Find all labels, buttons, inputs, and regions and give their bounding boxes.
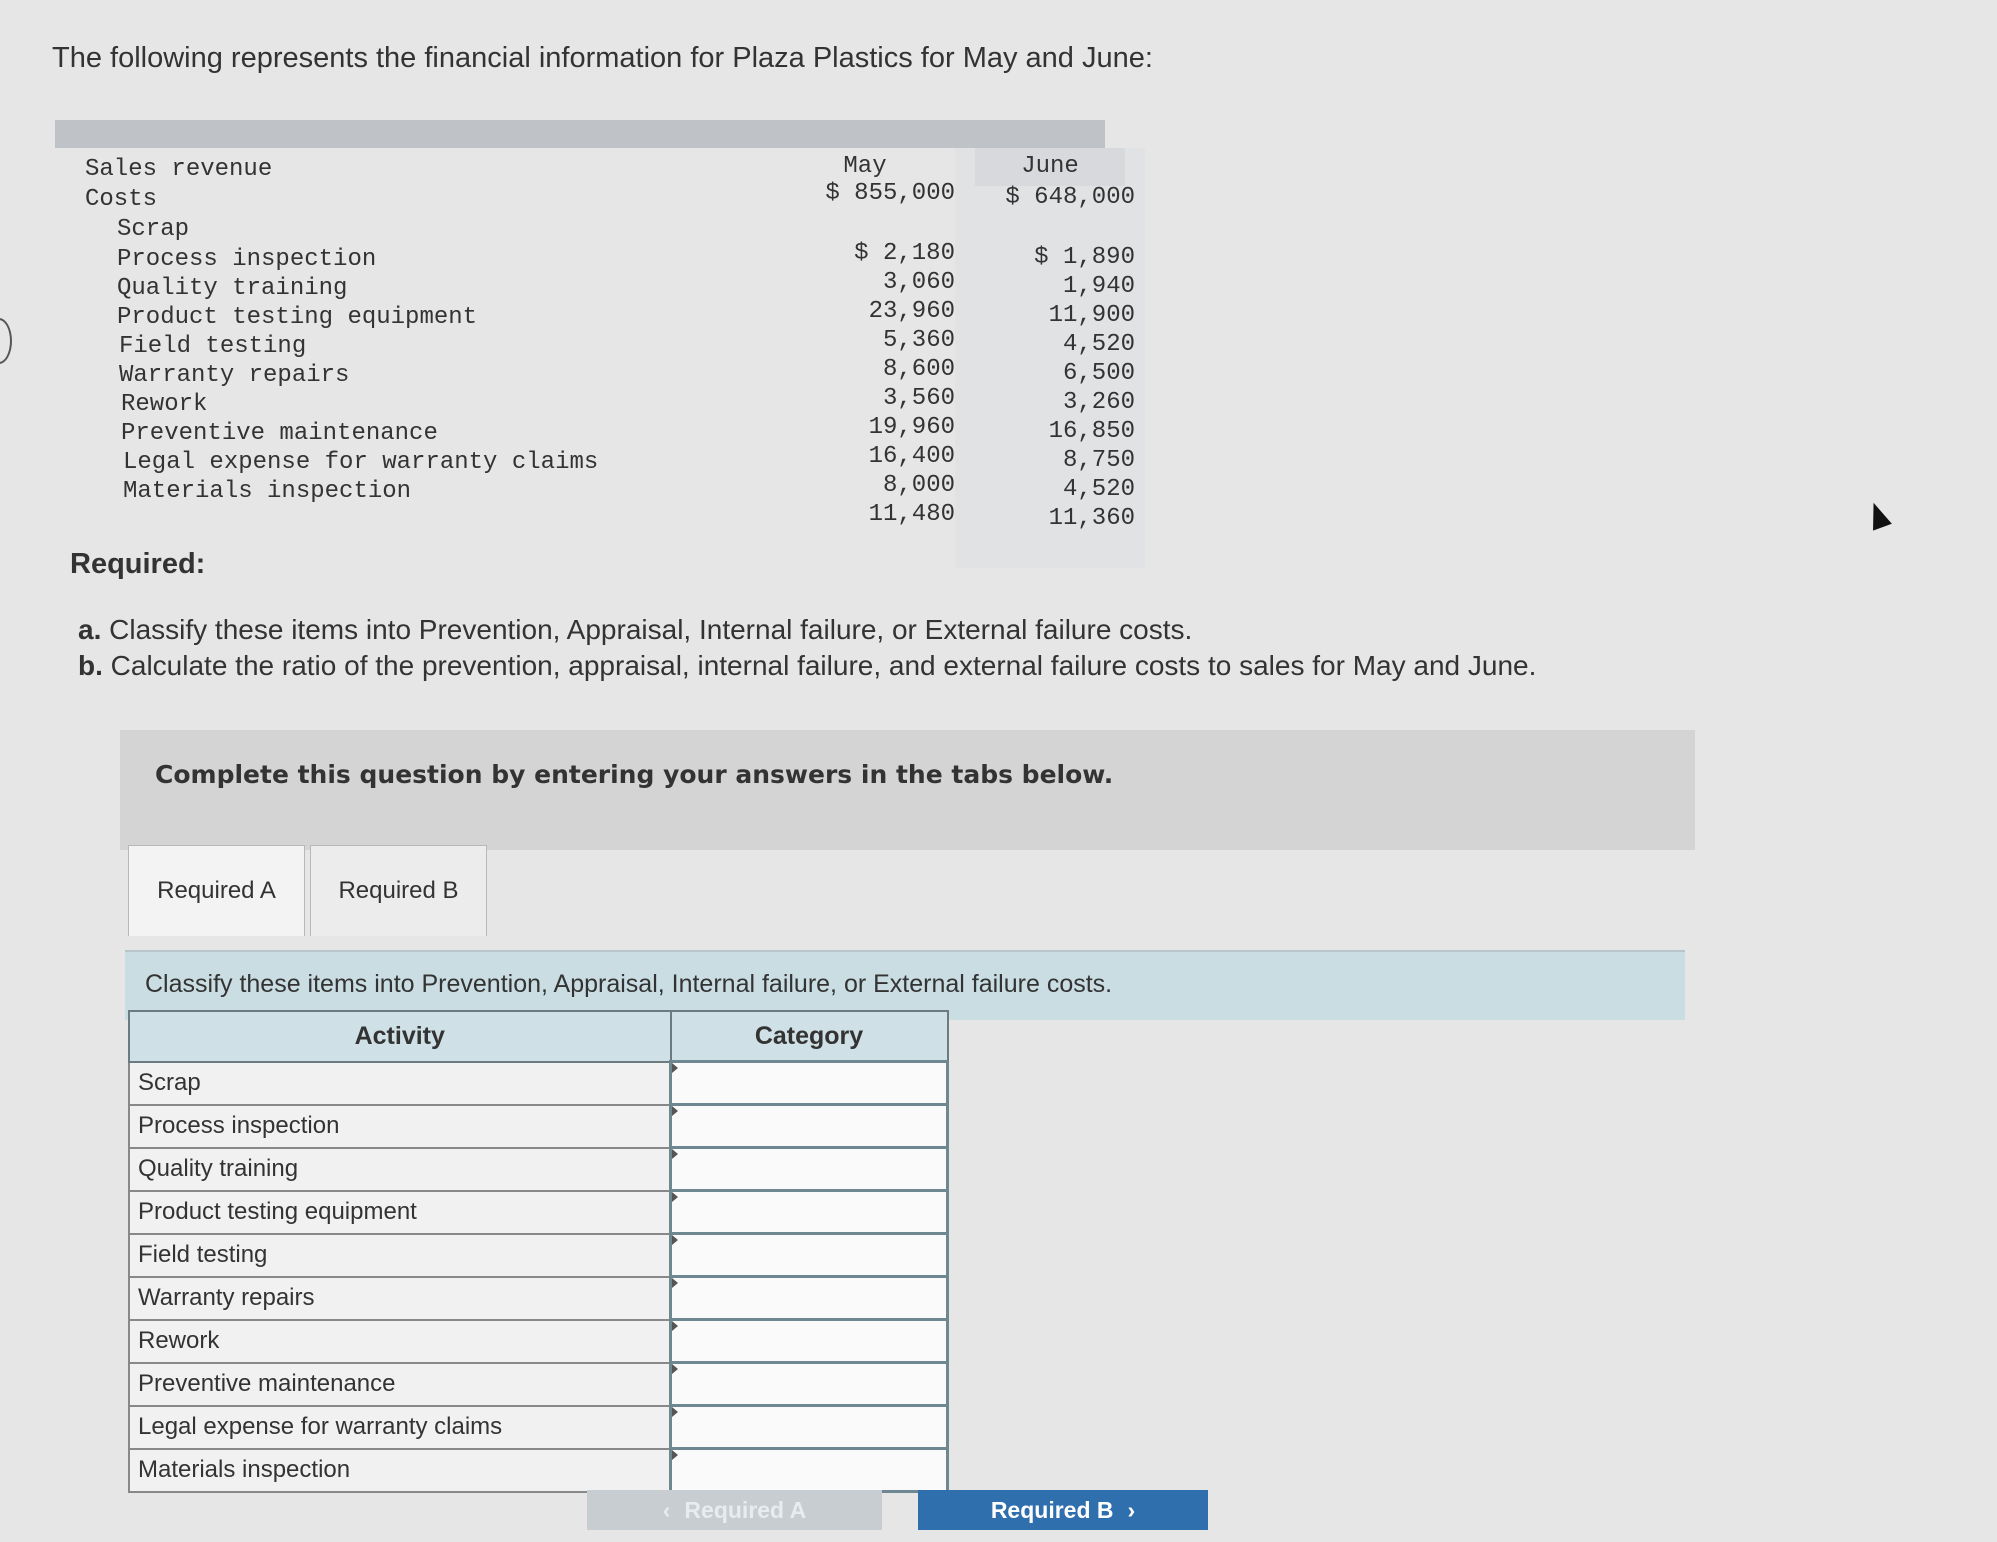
category-input[interactable] — [671, 1148, 948, 1191]
row-label-sales: Sales revenue — [85, 156, 273, 183]
may-value: 23,960 — [868, 298, 955, 325]
category-input[interactable] — [671, 1406, 948, 1449]
edge-bracket-icon — [0, 318, 12, 364]
activity-cell: Materials inspection — [129, 1449, 671, 1492]
prev-button-label: Required A — [684, 1496, 807, 1523]
row-label: Warranty repairs — [119, 362, 350, 389]
required-b-prefix: b. — [78, 650, 103, 681]
june-value: 6,500 — [1062, 360, 1135, 387]
category-input[interactable] — [671, 1277, 948, 1320]
table-row — [129, 1277, 948, 1320]
row-label: Field testing — [119, 333, 307, 360]
june-value: 11,360 — [1048, 505, 1135, 532]
activity-cell: Rework — [129, 1320, 671, 1363]
row-label: Rework — [121, 391, 208, 418]
dropdown-marker-icon — [672, 1321, 678, 1331]
tab-content-text: Classify these items into Prevention, Appraisal, Internal failure, or External failure costs. — [145, 970, 1113, 998]
required-a-prefix: a. — [78, 614, 102, 645]
june-value: 1,940 — [1062, 273, 1135, 300]
required-b — [78, 650, 1536, 682]
table-row — [129, 1148, 948, 1191]
row-label: Product testing equipment — [117, 304, 478, 331]
category-input[interactable] — [671, 1191, 948, 1234]
row-label-costs: Costs — [85, 186, 158, 213]
may-value: 5,360 — [882, 327, 955, 354]
june-value: 3,260 — [1062, 389, 1135, 416]
table-row — [129, 1062, 948, 1105]
sales-may: $ 855,000 — [825, 180, 955, 207]
may-value: 8,000 — [882, 472, 955, 499]
table-row — [129, 1406, 948, 1449]
row-label: Preventive maintenance — [121, 420, 438, 447]
row-label: Quality training — [117, 275, 348, 302]
required-heading: Required: — [70, 548, 206, 580]
table-header-row — [129, 1011, 948, 1062]
table-row — [129, 1449, 948, 1492]
sales-june: $ 648,000 — [1005, 184, 1135, 211]
may-value: 3,060 — [882, 269, 955, 296]
intro-text: The following represents the financial information for Plaza Plastics for May and June: — [52, 42, 1153, 74]
chevron-right-icon: › — [1127, 1496, 1136, 1523]
activity-cell: Quality training — [129, 1148, 671, 1191]
dropdown-marker-icon — [672, 1063, 678, 1073]
table-row — [129, 1191, 948, 1234]
row-label: Process inspection — [117, 246, 377, 273]
required-a-text: Classify these items into Prevention, Appraisal, Internal failure, or External failure costs. — [109, 614, 1193, 645]
may-value: 19,960 — [868, 414, 955, 441]
dropdown-marker-icon — [672, 1278, 678, 1288]
tab-required-a[interactable] — [128, 845, 305, 936]
table-row — [129, 1320, 948, 1363]
dropdown-marker-icon — [672, 1149, 678, 1159]
table-row — [129, 1363, 948, 1406]
may-value: 11,480 — [868, 501, 955, 528]
may-value: 8,600 — [882, 356, 955, 383]
june-value: 8,750 — [1062, 447, 1135, 474]
col-header-may: May — [843, 153, 887, 180]
june-value: 4,520 — [1062, 331, 1135, 358]
category-input[interactable] — [671, 1449, 948, 1492]
table-header-band — [55, 120, 1105, 148]
category-input[interactable] — [671, 1062, 948, 1105]
dropdown-marker-icon — [672, 1407, 678, 1417]
activity-cell: Field testing — [129, 1234, 671, 1277]
row-label: Scrap — [117, 216, 190, 243]
prev-required-a-button[interactable] — [587, 1490, 882, 1530]
row-label: Materials inspection — [123, 478, 412, 505]
chevron-left-icon: ‹ — [662, 1496, 671, 1523]
activity-cell: Scrap — [129, 1062, 671, 1105]
activity-cell: Product testing equipment — [129, 1191, 671, 1234]
dropdown-marker-icon — [672, 1364, 678, 1374]
required-a — [78, 614, 1192, 646]
june-value: 11,900 — [1048, 302, 1135, 329]
category-input[interactable] — [671, 1363, 948, 1406]
col-header-june: June — [975, 148, 1125, 186]
dropdown-marker-icon — [672, 1450, 678, 1460]
may-value: 16,400 — [868, 443, 955, 470]
financial-table — [55, 120, 1135, 540]
header-category: Category — [671, 1011, 948, 1062]
tab-label: Required A — [157, 877, 276, 904]
dropdown-marker-icon — [672, 1192, 678, 1202]
header-activity: Activity — [129, 1011, 671, 1062]
may-value: 3,560 — [882, 385, 955, 412]
instructions-panel — [120, 730, 1695, 850]
activity-cell: Legal expense for warranty claims — [129, 1406, 671, 1449]
activity-cell: Process inspection — [129, 1105, 671, 1148]
activity-cell: Warranty repairs — [129, 1277, 671, 1320]
category-input[interactable] — [671, 1234, 948, 1277]
june-value: 16,850 — [1048, 418, 1135, 445]
row-label: Legal expense for warranty claims — [123, 449, 599, 476]
table-row — [129, 1234, 948, 1277]
june-value: $ 1,890 — [1034, 244, 1135, 271]
next-required-b-button[interactable] — [918, 1490, 1208, 1530]
instructions-text: Complete this question by entering your answers in the tabs below. — [155, 760, 1114, 789]
next-button-label: Required B — [990, 1496, 1114, 1523]
mouse-pointer-icon — [1864, 499, 1892, 530]
dropdown-marker-icon — [672, 1106, 678, 1116]
tab-required-b[interactable] — [310, 845, 487, 936]
required-b-text: Calculate the ratio of the prevention, appraisal, internal failure, and external failure costs to sales for May and June. — [110, 650, 1537, 681]
category-input[interactable] — [671, 1105, 948, 1148]
category-input[interactable] — [671, 1320, 948, 1363]
activity-table — [128, 1010, 949, 1493]
dropdown-marker-icon — [672, 1235, 678, 1245]
table-row — [129, 1105, 948, 1148]
may-value: $ 2,180 — [854, 240, 955, 267]
june-value: 4,520 — [1062, 476, 1135, 503]
activity-cell: Preventive maintenance — [129, 1363, 671, 1406]
tab-label: Required B — [338, 877, 459, 904]
